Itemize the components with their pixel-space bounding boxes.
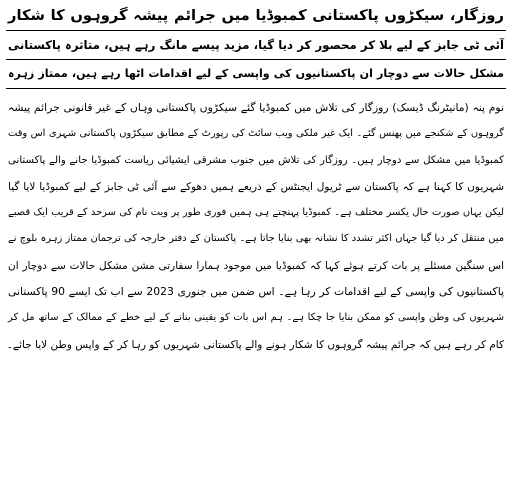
headline-divider (6, 88, 506, 89)
article-line: نوم پنہ (مانیٹرنگ ڈیسک) روزگار کی تلاش میں کمبوڈیا گئے سیکڑوں پاکستانی وہاں کے غیر قانونی جرائم پیشہ (8, 101, 504, 114)
article-line: شہریوں کی وطن واپسی کو ممکن بنایا جا چکا ہے۔ ہم اس بات کو یقینی بنانے کے لیے خطے کے ممالک کے ساتھ مل کر (8, 312, 504, 324)
article-line: گروہوں کے شکنجے میں پھنس گئے۔ ایک غیر ملکی ویب سائٹ کی رپورٹ کے مطابق سیکڑوں پاکستانی شہری اس وقت (8, 128, 504, 140)
article-line: اس سنگین مسئلے پر بات کرتے ہوئے کہا کہ کمبوڈیا میں موجود ہمارا سفارتی مشن مشکل حالات سے دوچار ان (8, 259, 504, 272)
article-line: کمبوڈیا میں مشکل سے دوچار ہیں۔ روزگار کی تلاش میں جنوب مشرقی ایشیائی ریاست کمبوڈیا جانے والے پاکستانی (8, 154, 504, 166)
headline-divider (6, 30, 506, 31)
headline-sub-1: آئی ٹی جابز کے لیے بلا کر محصور کر دیا گیا، مزید پیسے مانگ رہے ہیں، متاثرہ پاکستانی (8, 38, 504, 52)
headline-main: روزگار، سیکڑوں پاکستانی کمبوڈیا میں جرائم پیشہ گروہوں کا شکار (8, 7, 504, 24)
headline-sub-2: مشکل حالات سے دوچار ان پاکستانیوں کی واپسی کے لیے اقدامات اٹھا رہے ہیں، ممتاز زہرہ (8, 67, 504, 80)
headline-divider (6, 59, 506, 60)
headline-block (6, 4, 506, 91)
article-line: پاکستانیوں کی واپسی کے لیے اقدامات کر رہا ہے۔ اس ضمن میں جنوری 2023 سے اب تک ایسے 90 پاکستانی (8, 285, 504, 299)
article-line: میں منتقل کر دیا گیا جہاں اکثر تشدد کا نشانہ بھی بنایا جاتا ہے۔ پاکستان کے دفتر خارجہ کی ترجمان ممتاز زہرہ بلوچ نے (8, 233, 504, 245)
article-line: کام کر رہے ہیں کہ جرائم پیشہ گروہوں کا شکار ہونے والے پاکستانی شہریوں کو رہا کر کے واپس وطن لایا جائے۔ (6, 338, 504, 351)
article-body (6, 95, 506, 358)
article-line: لیکن یہاں صورت حال یکسر مختلف ہے۔ کمبوڈیا پہنچتے ہی ہمیں فوری طور پر ویت نام کی سرحد کے قریب ایک قصبے (8, 207, 504, 219)
article-line: شہریوں کا کہنا ہے کہ پاکستان سے ٹریول ایجنٹس کے ذریعے ہمیں دھوکے سے آئی ٹی جابز کے لیے کمبوڈیا لایا گیا (8, 180, 504, 193)
